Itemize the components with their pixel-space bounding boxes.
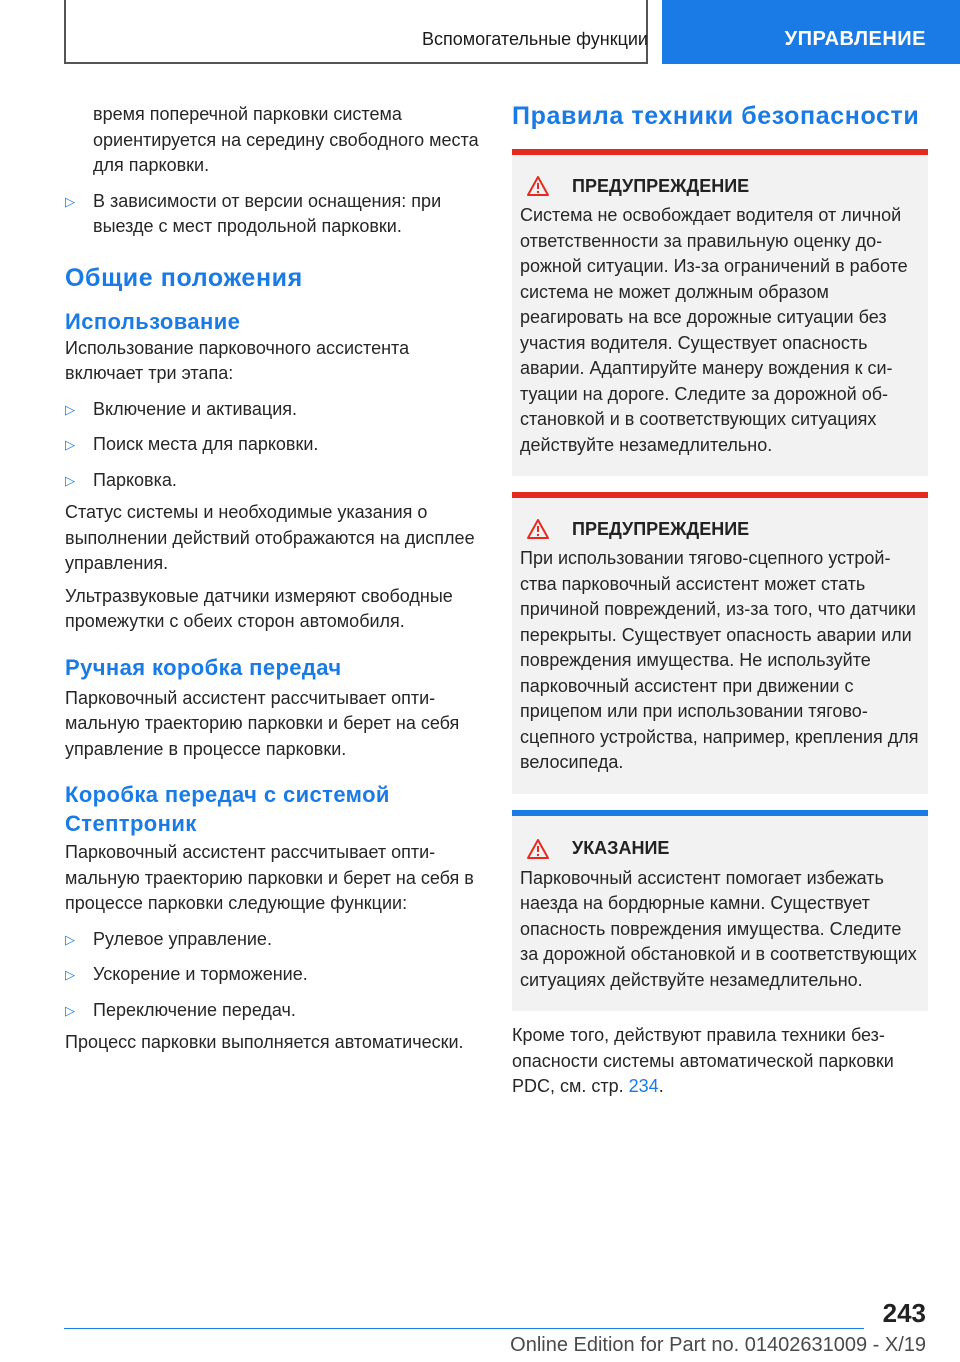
continued-text: время поперечной парковки система ориентируется на середину свободного места для парковки. xyxy=(93,104,479,175)
footer-divider xyxy=(64,1328,864,1329)
list-item: ▷ Включение и активация. xyxy=(65,397,480,423)
subheading-steptronic: Коробка передач с системой Стептроник xyxy=(65,782,390,836)
triangle-bullet-icon: ▷ xyxy=(65,1002,75,1018)
triangle-bullet-icon: ▷ xyxy=(65,193,75,209)
notice-box-header xyxy=(520,838,920,860)
subheading-usage: Использование xyxy=(65,308,241,334)
process-paragraph: Процесс парковки выполняется автоматически. xyxy=(65,1032,464,1052)
status-paragraph: Статус системы и необходимые указания о выполнении действий отображаются на дисплее управления. xyxy=(65,502,475,573)
page-number: 243 xyxy=(882,1298,926,1328)
triangle-bullet-icon: ▷ xyxy=(65,472,75,488)
footer-edition: Online Edition for Part no. 01402631009 - X/19 xyxy=(510,1334,926,1356)
notice-triangle-icon xyxy=(526,838,550,860)
triangle-bullet-icon: ▷ xyxy=(65,931,75,947)
header-section-title: Вспомогательные функции xyxy=(421,29,648,49)
header-chapter-label: УПРАВЛЕНИЕ xyxy=(784,28,926,50)
list-item: ▷ Рулевое управление. xyxy=(65,927,480,953)
warning-text: Система не освобождает водителя от личной ответственности за правильную оценку дорожной ситуации. Из-за ограничений в работе система не может должным образом реагировать на все дорожные ситуации без участия водителя. Существует опасность аварии. Адаптируйте манеру вождения к ситуации на дороге. Следите за дорожной обстановкой и в соответствующих ситуациях действуйте незамедлительно. xyxy=(520,205,908,455)
warning-box xyxy=(512,492,928,794)
warning-box-header xyxy=(520,175,920,197)
warning-triangle-icon xyxy=(526,518,550,540)
header-chapter-tab[interactable] xyxy=(662,0,960,64)
page-reference-link[interactable]: 234 xyxy=(628,1076,659,1096)
list-item: ▷ Поиск места для парковки. xyxy=(65,432,480,458)
left-column xyxy=(65,102,480,1056)
section-heading-general: Общие положения xyxy=(65,263,303,292)
list-item: ▷ Переключение передач. xyxy=(65,998,480,1024)
final-paragraph: Кроме того, действуют правила техники безопасности системы автоматической парковки PDC, см. стр. 234. xyxy=(512,1025,894,1096)
notice-title: УКАЗАНИЕ xyxy=(572,838,670,858)
warning-title: ПРЕДУПРЕЖДЕНИЕ xyxy=(572,175,750,196)
warning-box-header xyxy=(520,518,920,540)
list-item: ▷ Ускорение и торможение. xyxy=(65,962,480,988)
triangle-bullet-icon: ▷ xyxy=(65,437,75,452)
usage-paragraph: Использование парковочного ассистента включает три этапа: xyxy=(65,337,410,383)
warning-title: ПРЕДУПРЕЖДЕНИЕ xyxy=(572,518,750,539)
subheading-manual-gearbox: Ручная коробка передач xyxy=(65,654,342,680)
right-column xyxy=(512,102,928,1100)
list-item: ▷ В зависимости от версии оснащения: при выезде с мест продольной парковки. xyxy=(65,190,442,236)
warning-triangle-icon xyxy=(526,175,550,197)
warning-text: При использовании тягово-сцепного устройства парковочный ассистент может стать причиной повреждений, из-за того, что датчики перекрыты. Существует опасность аварии или повреждения имущества. Не используйте парковочный ассистент при движении с прицепом или при использовании тягово-сцепного устройства, например, крепления для велосипеда. xyxy=(520,548,919,772)
triangle-bullet-icon: ▷ xyxy=(65,967,75,982)
notice-text: Парковочный ассистент помогает избежать наезда на бордюрные камни. Существует опасность повреждения имущества. Следите за дорожной обстановкой и в соответствующих ситуациях действуйте незамедлительно. xyxy=(520,867,917,990)
notice-box xyxy=(512,810,928,1012)
steptronic-paragraph: Парковочный ассистент рассчитывает оптимальную траекторию парковки и берет на себя в процессе парковки следующие функции: xyxy=(65,842,474,913)
list-item: ▷ Парковка. xyxy=(65,468,480,494)
manual-paragraph: Парковочный ассистент рассчитывает оптимальную траекторию парковки и берет на себя управление в процессе парковки. xyxy=(65,687,460,759)
triangle-bullet-icon: ▷ xyxy=(65,401,75,417)
warning-box xyxy=(512,149,928,476)
section-heading-safety: Правила техники безопасности xyxy=(512,102,920,130)
sensors-paragraph: Ультразвуковые датчики измеряют свободные промежутки с обеих сторон автомобиля. xyxy=(65,585,453,631)
